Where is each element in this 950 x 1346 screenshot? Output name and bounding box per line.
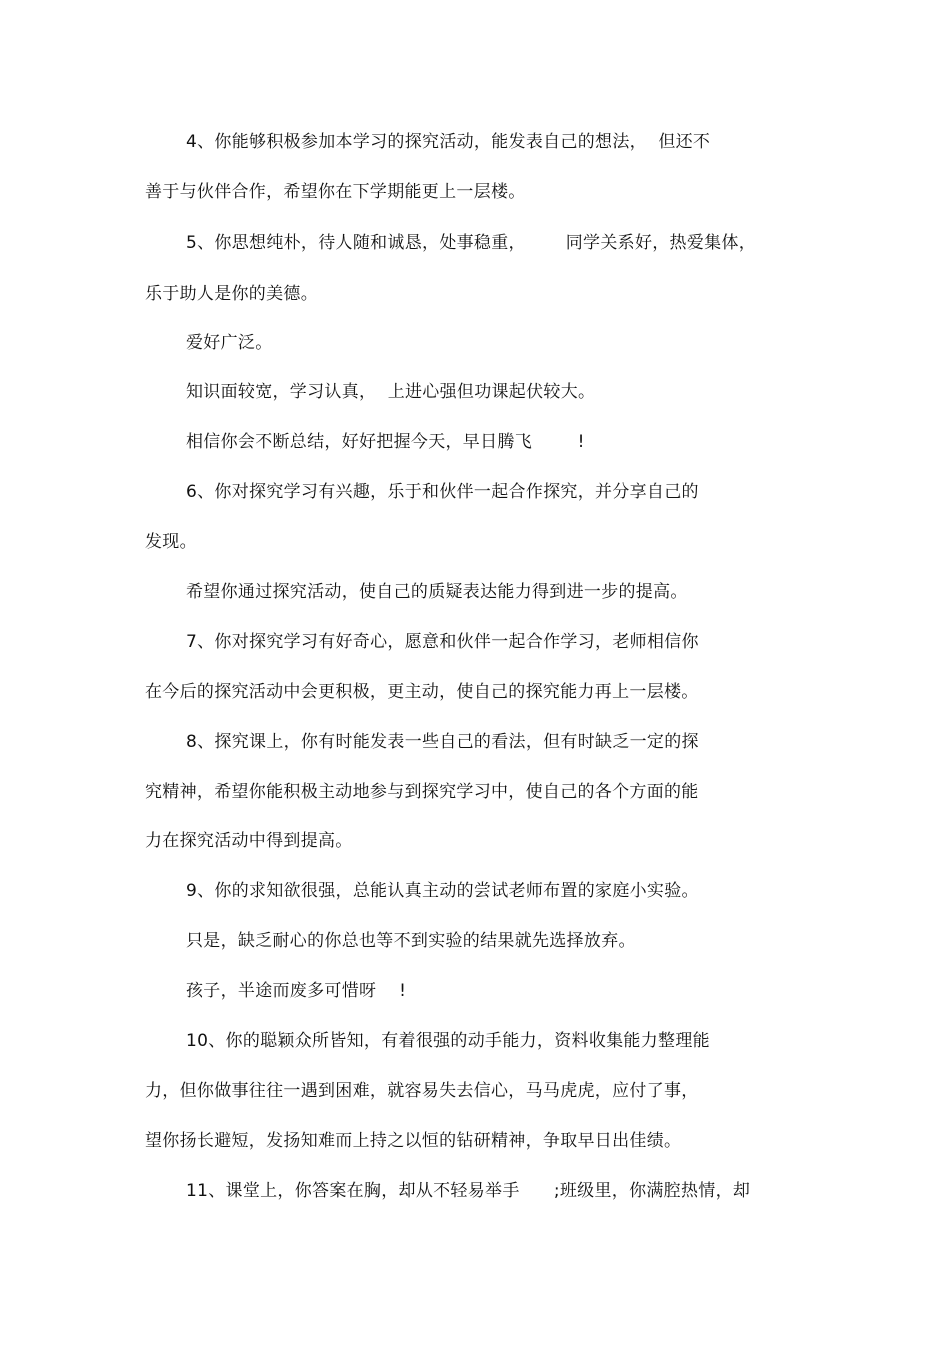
text-line: 5、你思想纯朴，待人随和诚恳，处事稳重， 同学关系好，热爱集体， [186, 233, 757, 253]
text-line: 11、课堂上，你答案在胸，却从不轻易举手 ;班级里，你满腔热情，却 [186, 1181, 751, 1201]
text-line: 乐于助人是你的美德。 [145, 284, 318, 304]
text-line: 9、你的求知欲很强，总能认真主动的尝试老师布置的家庭小实验。 [186, 881, 699, 901]
text-line: 善于与伙伴合作，希望你在下学期能更上一层楼。 [145, 182, 526, 202]
text-line: 孩子，半途而废多可惜呀 ! [186, 981, 407, 1001]
text-line: 7、你对探究学习有好奇心，愿意和伙伴一起合作学习，老师相信你 [186, 632, 699, 652]
text-line: 8、探究课上，你有时能发表一些自己的看法，但有时缺乏一定的探 [186, 732, 699, 752]
text-line: 10、你的聪颖众所皆知，有着很强的动手能力，资料收集能力整理能 [186, 1031, 710, 1051]
text-line: 只是，缺乏耐心的你总也等不到实验的结果就先选择放弃。 [186, 931, 636, 951]
text-line: 在今后的探究活动中会更积极，更主动，使自己的探究能力再上一层楼。 [145, 682, 699, 702]
text-line: 力，但你做事往往一遇到困难，就容易失去信心，马马虎虎，应付了事， [145, 1081, 699, 1101]
text-line: 发现。 [145, 532, 197, 552]
text-line: 究精神，希望你能积极主动地参与到探究学习中，使自己的各个方面的能 [145, 782, 699, 802]
text-line: 6、你对探究学习有兴趣，乐于和伙伴一起合作探究，并分享自己的 [186, 482, 699, 502]
text-line: 知识面较宽，学习认真， 上进心强但功课起伏较大。 [186, 382, 596, 402]
text-line: 力在探究活动中得到提高。 [145, 831, 353, 851]
text-line: 4、你能够积极参加本学习的探究活动，能发表自己的想法， 但还不 [186, 132, 711, 152]
text-line: 希望你通过探究活动，使自己的质疑表达能力得到进一步的提高。 [186, 582, 688, 602]
text-line: 望你扬长避短，发扬知难而上持之以恒的钻研精神，争取早日出佳绩。 [145, 1131, 682, 1151]
text-line: 爱好广泛。 [186, 333, 273, 353]
text-line: 相信你会不断总结，好好把握今天，早日腾飞 ! [186, 432, 585, 452]
